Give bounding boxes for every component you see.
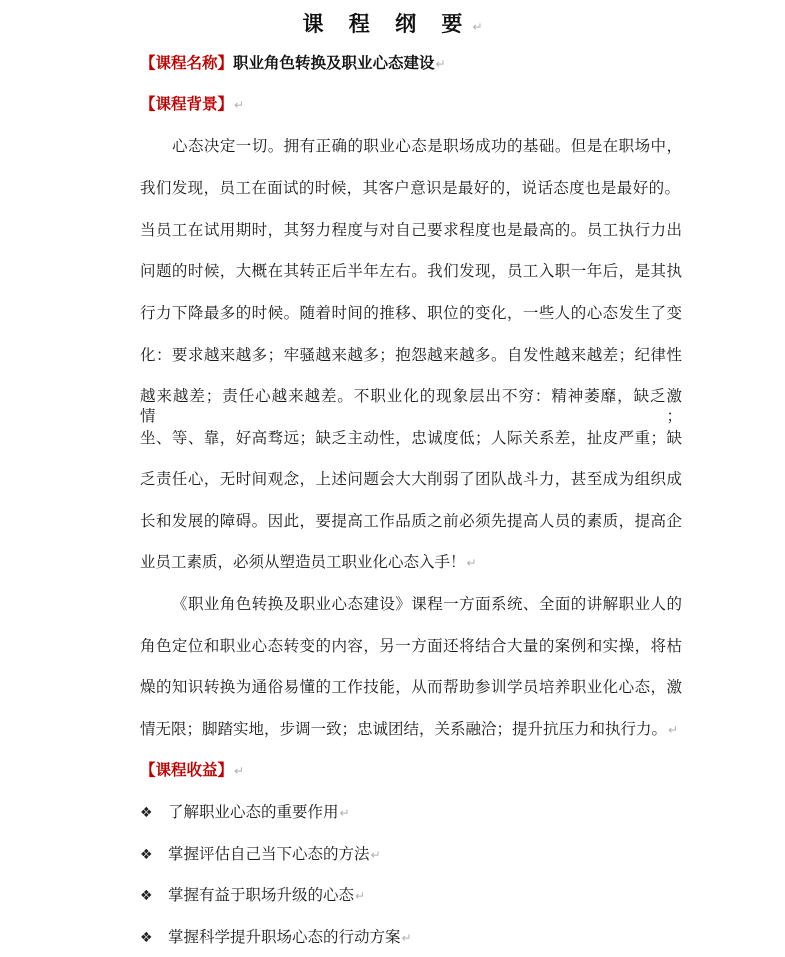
paragraph-mark-icon: ↵ [234,98,245,112]
benefit-text: 掌握评估自己当下心态的方法 [168,845,370,863]
diamond-bullet-icon: ❖ [140,805,153,821]
paragraph1-line: 我们发现，员工在面试的时候，其客户意识是最好的，说话态度也是最好的。 [140,179,680,197]
title-text: 课 程 纲 要 [302,12,472,36]
diamond-bullet-icon: ❖ [140,930,153,946]
paragraph1-line: 问题的时候，大概在其转正后半年左右。我们发现，员工入职一年后，是其执 [140,262,682,280]
paragraph2-line: 《职业角色转换及职业心态建设》课程一方面系统、全面的讲解职业人的 [172,595,682,613]
course-name-label: 【课程名称】 [140,54,234,72]
benefit-text: 了解职业心态的重要作用 [168,803,339,821]
diamond-bullet-icon: ❖ [140,888,153,904]
paragraph-mark-icon: ↵ [339,806,350,820]
paragraph-mark-icon: ↵ [466,556,477,570]
list-item [140,802,350,822]
list-item [140,885,365,905]
course-name-value: 职业角色转换及职业心态建设 [233,54,435,72]
paragraph-mark-icon: ↵ [355,889,366,903]
paragraph1-line: 坐、等、靠，好高骛远；缺乏主动性，忠诚度低；人际关系差，扯皮严重；缺 [140,429,682,447]
benefit-text: 掌握科学提升职场心态的行动方案 [168,928,401,946]
list-item [140,927,412,947]
list-item [140,844,381,864]
paragraph2-last-line [140,719,678,739]
paragraph2-line: 燥的知识转换为通俗易懂的工作技能，从而帮助参训学员培养职业化心态，激 [140,678,682,696]
paragraph2-line: 角色定位和职业心态转变的内容，另一方面还将结合大量的案例和实操，将枯 [140,637,682,655]
benefits-label: 【课程收益】 [140,761,234,779]
paragraph-mark-icon: ↵ [472,20,483,34]
paragraph-mark-icon: ↵ [668,723,679,737]
paragraph-mark-icon: ↵ [370,848,381,862]
page-title [0,8,785,38]
paragraph1-line: 当员工在试用期时，其努力程度与对自己要求程度也是最高的。员工执行力出 [140,221,682,239]
paragraph1-line: 长和发展的障碍。因此，要提高工作品质之前必须先提高人员的素质，提高企 [140,512,682,530]
course-name-row [140,53,446,73]
paragraph1-line: 业员工素质，必须从塑造员工职业化心态入手！ [140,553,466,571]
background-label: 【课程背景】 [140,95,234,113]
paragraph1-line: 化：要求越来越多；牢骚越来越多；抱怨越来越多。自发性越来越差；纪律性 [140,346,682,364]
paragraph1-last-line [140,552,477,572]
paragraph-mark-icon: ↵ [435,57,446,71]
diamond-bullet-icon: ❖ [140,847,153,863]
benefit-text: 掌握有益于职场升级的心态 [168,886,355,904]
paragraph1-line: 行力下降最多的时候。随着时间的推移、职位的变化，一些人的心态发生了变 [140,304,682,322]
paragraph1-line: 乏责任心，无时间观念，上述问题会大大削弱了团队战斗力，甚至成为组织成 [140,470,682,488]
paragraph-mark-icon: ↵ [401,931,412,945]
benefits-heading [140,760,244,780]
background-heading [140,94,244,114]
paragraph-mark-icon: ↵ [234,764,245,778]
paragraph2-line: 情无限；脚踏实地，步调一致；忠诚团结，关系融洽；提升抗压力和执行力。 [140,720,668,738]
paragraph1-line: 心态决定一切。拥有正确的职业心态是职场成功的基础。但是在职场中， [172,137,682,155]
paragraph1-line: 越来越差；责任心越来越差。不职业化的现象层出不穷：精神萎靡，缺乏激情； [140,387,682,425]
